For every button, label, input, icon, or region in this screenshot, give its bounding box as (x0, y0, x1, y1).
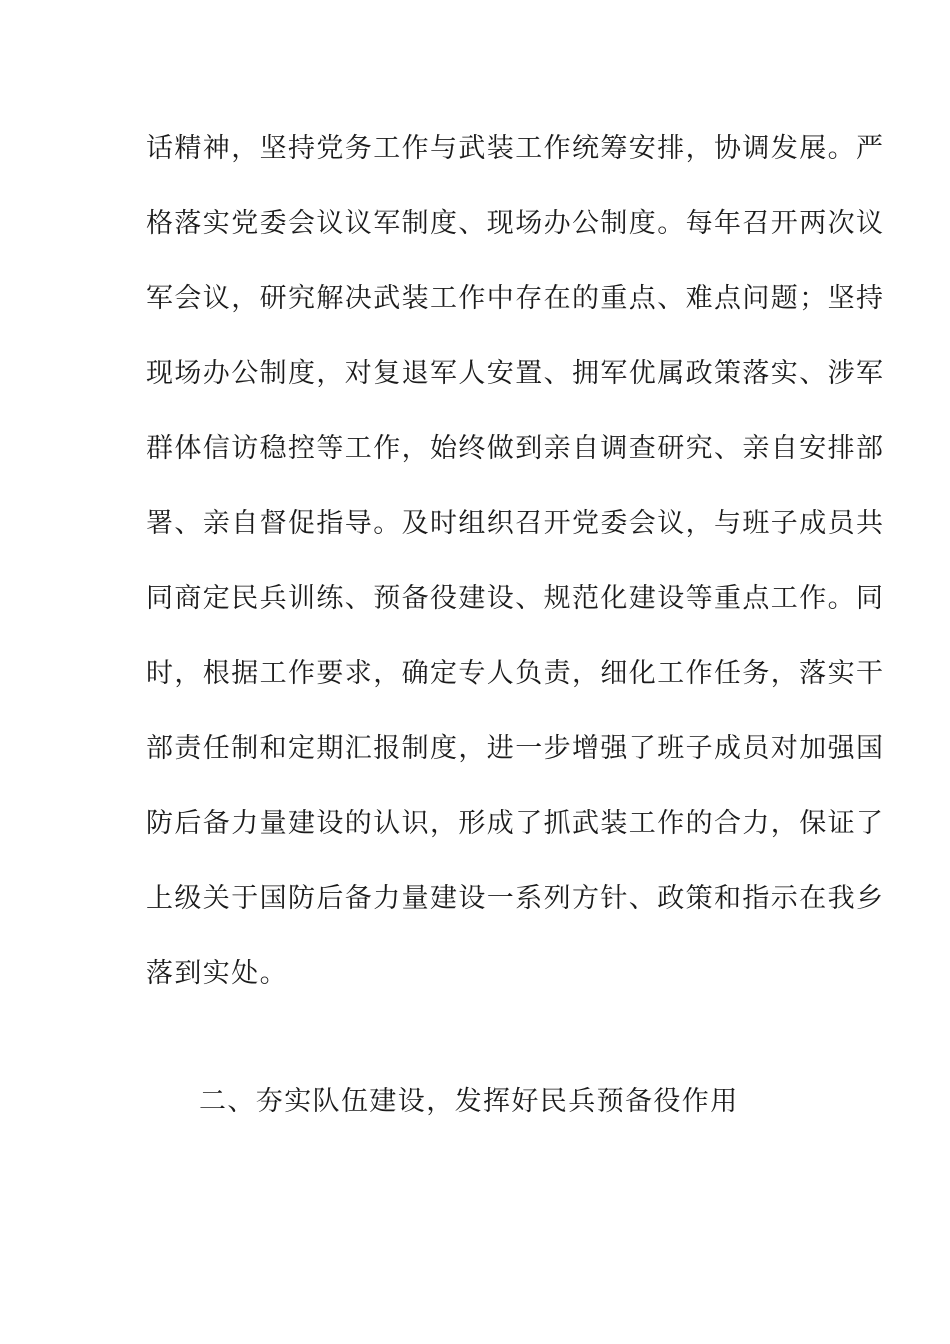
paragraph-line: 军会议，研究解决武装工作中存在的重点、难点问题；坚持 (146, 283, 885, 314)
body-paragraph (146, 127, 885, 1027)
section-heading: 二、夯实队伍建设，发挥好民兵预备役作用 (199, 1086, 739, 1117)
paragraph-line: 时，根据工作要求，确定专人负责，细化工作任务，落实干 (146, 658, 885, 689)
paragraph-line: 同商定民兵训练、预备役建设、规范化建设等重点工作。同 (146, 583, 885, 614)
paragraph-line: 现场办公制度，对复退军人安置、拥军优属政策落实、涉军 (146, 358, 885, 389)
paragraph-line: 上级关于国防后备力量建设一系列方针、政策和指示在我乡 (146, 883, 885, 914)
paragraph-line: 署、亲自督促指导。及时组织召开党委会议，与班子成员共 (146, 508, 885, 539)
paragraph-line: 落到实处。 (146, 958, 288, 989)
paragraph-line: 群体信访稳控等工作，始终做到亲自调查研究、亲自安排部 (146, 433, 885, 464)
paragraph-line: 部责任制和定期汇报制度，进一步增强了班子成员对加强国 (146, 733, 885, 764)
paragraph-line: 话精神，坚持党务工作与武装工作统筹安排，协调发展。严 (146, 133, 885, 164)
paragraph-line: 防后备力量建设的认识，形成了抓武装工作的合力，保证了 (146, 808, 885, 839)
paragraph-line: 格落实党委会议议军制度、现场办公制度。每年召开两次议 (146, 208, 885, 239)
